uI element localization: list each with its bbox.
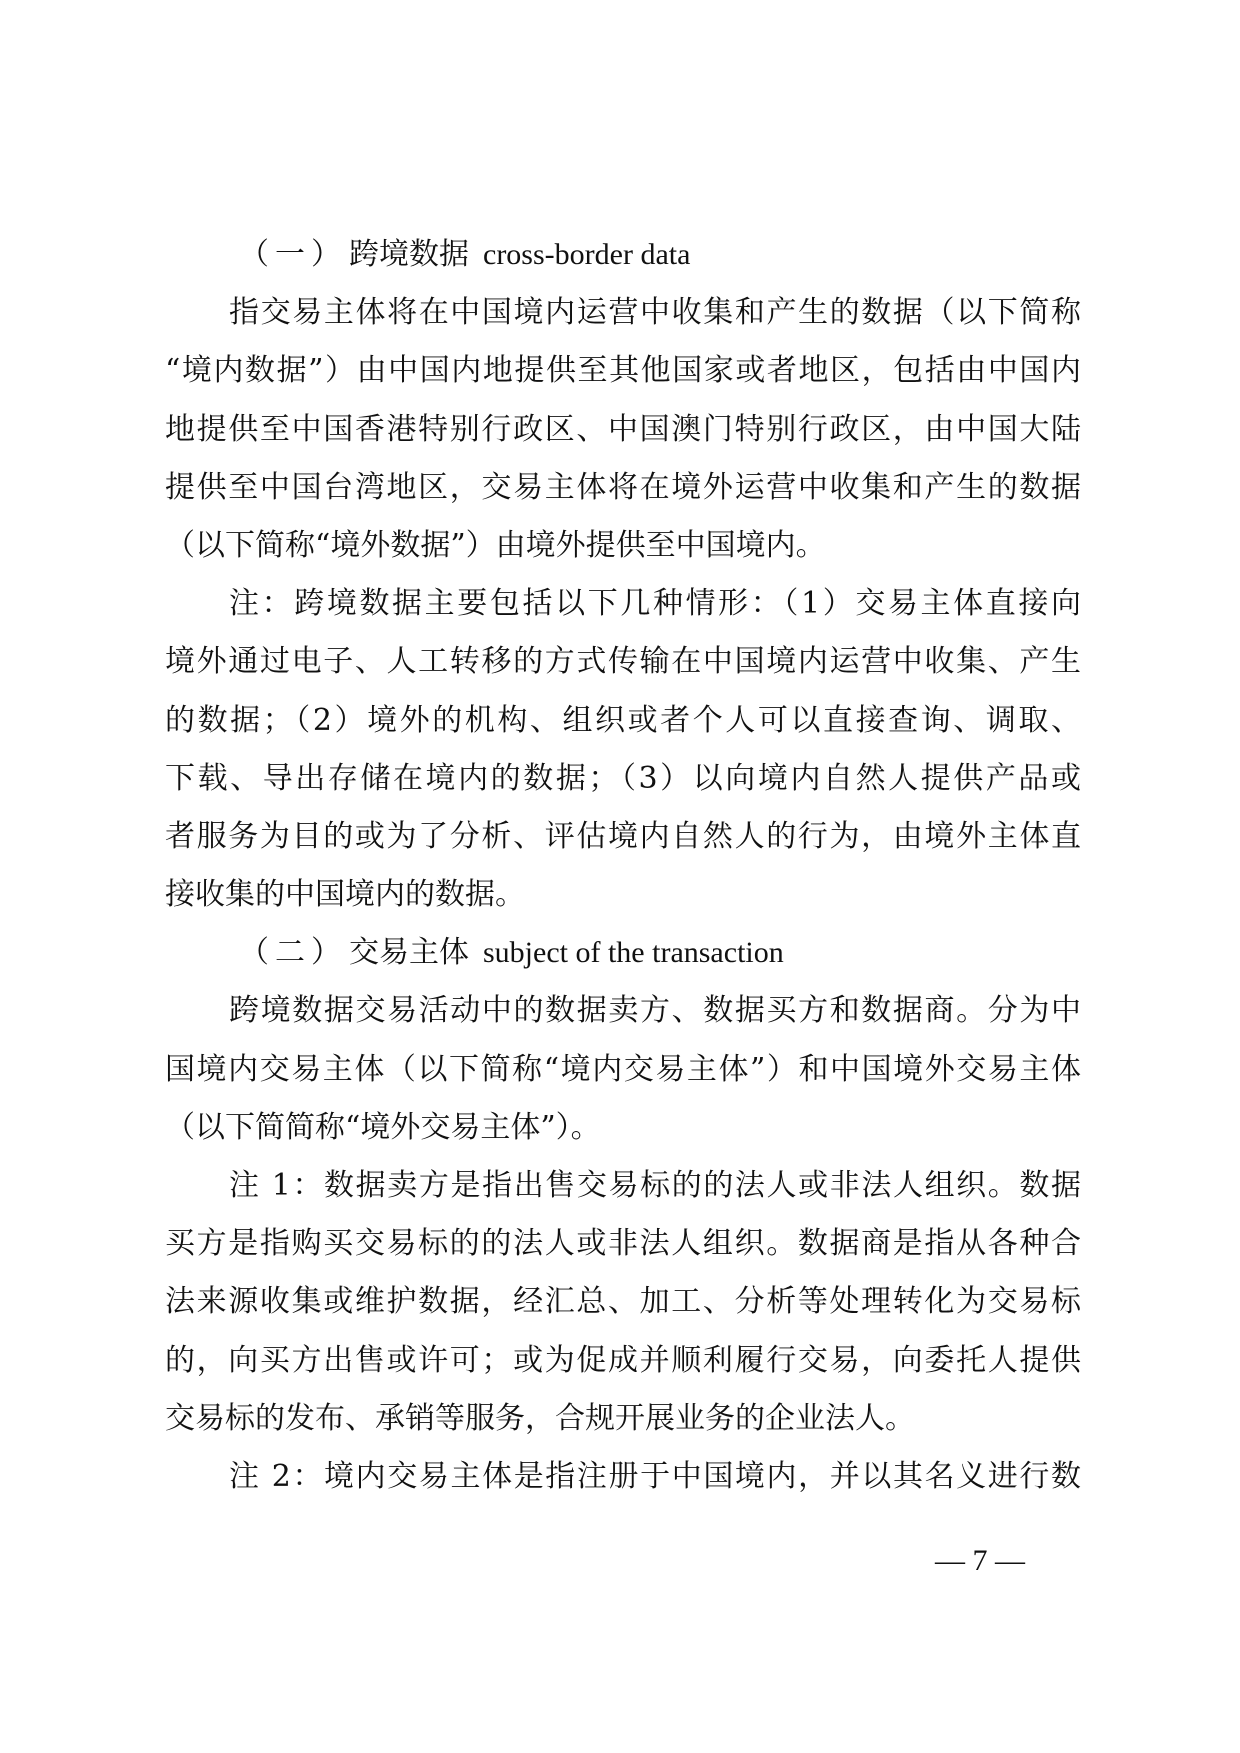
paragraph-line: 国境内交易主体（以下简称“境内交易主体”）和中国境外交易主体 <box>165 1051 1081 1087</box>
paragraph-line: 法来源收集或维护数据，经汇总、加工、分析等处理转化为交易标 <box>165 1284 1081 1320</box>
paragraph-line: 跨境数据交易活动中的数据卖方、数据买方和数据商。分为中 <box>229 993 1081 1029</box>
section-title-cn: 跨境数据 <box>349 237 469 272</box>
paragraph-line: （以下简简称“境外交易主体”）。 <box>165 1109 601 1145</box>
document-page-body <box>165 226 1081 1506</box>
paragraph-line: 交易标的发布、承销等服务，合规开展业务的企业法人。 <box>165 1400 915 1436</box>
paragraph-line: “境内数据”）由中国内地提供至其他国家或者地区，包括由中国内 <box>165 353 1081 389</box>
paragraph-line: 指交易主体将在中国境内运营中收集和产生的数据（以下简称 <box>229 295 1081 331</box>
page-number: — 7 — <box>935 1544 1025 1577</box>
note-paragraph <box>165 575 1081 924</box>
section-heading-cross-border-data <box>165 226 1081 284</box>
definition-paragraph <box>165 284 1081 575</box>
paragraph-line: 地提供至中国香港特别行政区、中国澳门特别行政区，由中国大陆 <box>165 411 1081 447</box>
paragraph-line: 注 1：数据卖方是指出售交易标的的法人或非法人组织。数据 <box>229 1168 1081 1203</box>
section-number: （一） <box>239 237 347 272</box>
section-heading-subject-of-transaction <box>165 924 1081 982</box>
paragraph-line: 接收集的中国境内的数据。 <box>165 877 525 913</box>
paragraph-line: 提供至中国台湾地区，交易主体将在境外运营中收集和产生的数据 <box>165 469 1081 505</box>
section-number: （二） <box>239 935 347 971</box>
paragraph-line: 者服务为目的或为了分析、评估境内自然人的行为，由境外主体直 <box>165 818 1081 854</box>
section-title-cn: 交易主体 <box>349 935 469 971</box>
paragraph-line: （以下简称“境外数据”）由境外提供至中国境内。 <box>165 527 826 563</box>
note-1-paragraph <box>165 1157 1081 1448</box>
paragraph-line: 的，向买方出售或许可；或为促成并顺利履行交易，向委托人提供 <box>165 1342 1081 1378</box>
definition-paragraph <box>165 982 1081 1157</box>
note-2-paragraph <box>165 1448 1081 1506</box>
paragraph-line: 注：跨境数据主要包括以下几种情形：（1）交易主体直接向 <box>229 586 1081 622</box>
paragraph-line: 下载、导出存储在境内的数据；（3）以向境内自然人提供产品或 <box>165 760 1081 796</box>
paragraph-line: 买方是指购买交易标的的法人或非法人组织。数据商是指从各种合 <box>165 1226 1081 1262</box>
paragraph-line: 境外通过电子、人工转移的方式传输在中国境内运营中收集、产生 <box>165 644 1081 680</box>
section-title-en: subject of the transaction <box>483 936 784 970</box>
paragraph-line: 注 2：境内交易主体是指注册于中国境内，并以其名义进行数 <box>229 1458 1081 1494</box>
section-title-en: cross-border data <box>483 238 691 271</box>
paragraph-line: 的数据；（2）境外的机构、组织或者个人可以直接查询、调取、 <box>165 702 1081 738</box>
